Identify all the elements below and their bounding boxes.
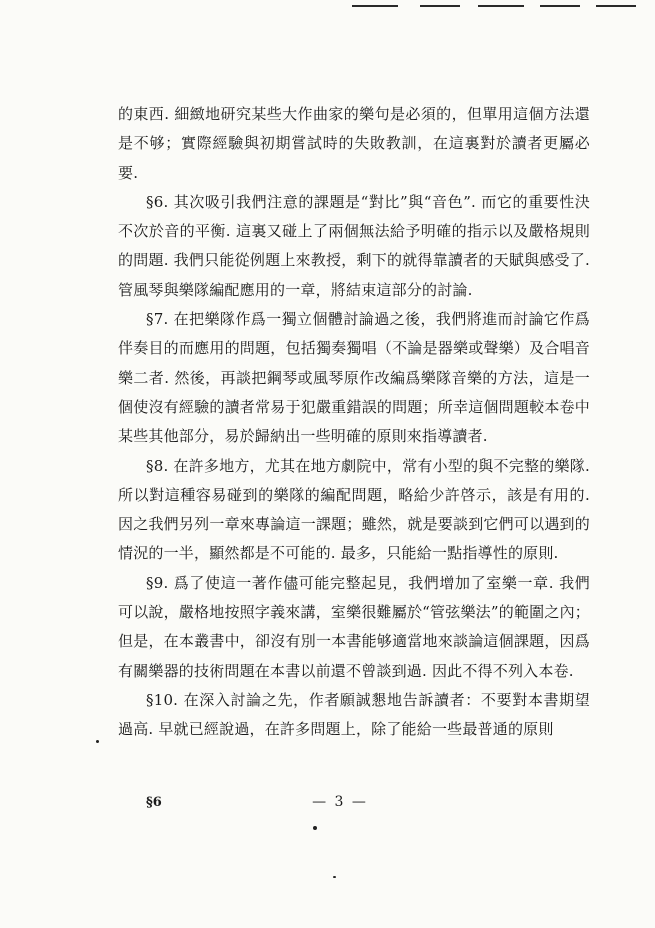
scan-speck (96, 740, 99, 743)
top-rule (420, 5, 460, 7)
top-rule (478, 5, 524, 7)
top-edge-rules (0, 0, 655, 12)
paragraph-section-8: §8. 在許多地方，尤其在地方劇院中，常有小型的與不完整的樂隊. 所以對這種容易碰到的樂隊的編配問題，略給少許啓示，該是有用的. 因之我們另列一章來專論這一課題；雖然，就是要談到它們可以遇到的情況的一半，顯然都是不可能的. 最多，只能給一點指導性的原則. (118, 456, 590, 563)
paragraph-section-10: §10. 在深入討論之先，作者願誠懇地告訴讀者：不要對本書期望過高. 早就已經說過，在許多問題上，除了能給一些最普通的原則 (118, 690, 590, 739)
paragraph-section-9: §9. 爲了使這一著作儘可能完整起見，我們增加了室樂一章. 我們可以說，嚴格地按照字義來講，室樂很難屬於“管弦樂法”的範圍之內；但是，在本叢書中，卻沒有別一本書能够適當地來談論這個課題，因爲有關樂器的技術問題在本書以前還不曾談到過. 因此不得不列入本卷. (118, 573, 590, 680)
top-rule (352, 5, 398, 7)
paragraph-section-6: §6. 其次吸引我們注意的課題是“對比”與“音色”. 而它的重要性決不次於音的平衡. 這裏又碰上了兩個無法給予明確的指示以及嚴格規則的問題. 我們只能從例題上來教授，剩下的就得靠讀者的天賦與感受了. 管風琴與樂隊編配應用的一章，將結束這部分的討論. (118, 192, 590, 299)
body-text (118, 100, 590, 745)
page-number: — 3 — (312, 794, 368, 810)
scan-speck (333, 876, 336, 878)
footer-section-mark: §6 (146, 795, 162, 810)
top-rule (596, 5, 636, 7)
top-rule (540, 5, 580, 7)
scan-speck (313, 826, 317, 830)
paragraph-section-7: §7. 在把樂隊作爲一獨立個體討論過之後，我們將進而討論它作爲伴奏目的而應用的問題，包括獨奏獨唱（不論是器樂或聲樂）及合唱音樂二者. 然後，再談把鋼琴或風琴原作改編爲樂隊音樂的方法，這是一個使沒有經驗的讀者常易于犯嚴重錯誤的問題；所幸這個問題較本卷中某些其他部分，易於歸納出一些明確的原則來指導讀者. (118, 310, 590, 446)
paragraph-continuation: 的東西. 細緻地研究某些大作曲家的樂句是必須的，但單用這個方法還是不够；實際經驗與初期嘗試時的失敗教訓，在這裏對於讀者更屬必要. (118, 105, 590, 182)
